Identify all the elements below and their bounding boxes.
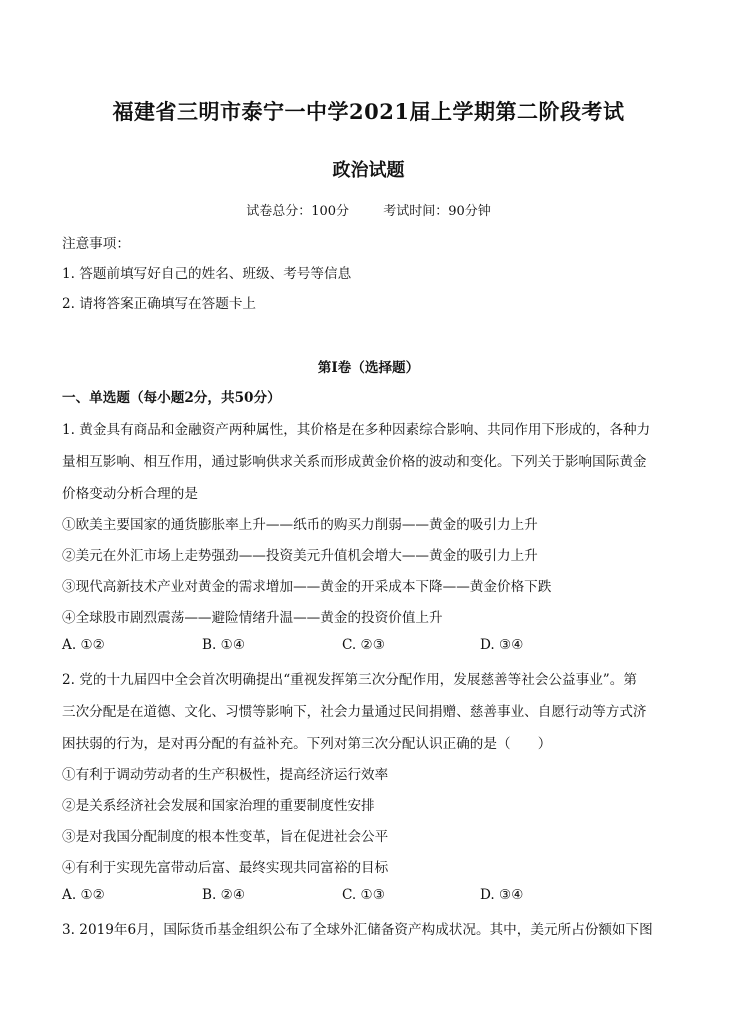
q2-statement-2: ②是关系经济社会发展和国家治理的重要制度性安排 <box>62 798 375 814</box>
note-item-2: 2. 请将答案正确填写在答题卡上 <box>62 296 257 312</box>
q1-statement-4: ④全球股市剧烈震荡——避险情绪升温——黄金的投资价值上升 <box>62 610 443 626</box>
q2-stem-line-2: 三次分配是在道德、文化、习惯等影响下，社会力量通过民间捐赠、慈善事业、自愿行动等方式济 <box>62 704 647 720</box>
q2-option-b: B. ②④ <box>202 887 246 903</box>
q2-statement-3: ③是对我国分配制度的根本性变革，旨在促进社会公平 <box>62 829 389 845</box>
q1-option-c: C. ②③ <box>342 637 385 653</box>
section-title: 第I卷（选择题） <box>317 360 420 376</box>
q1-statement-3: ③现代高新技术产业对黄金的需求增加——黄金的开采成本下降——黄金价格下跌 <box>62 579 552 595</box>
exam-title: 福建省三明市泰宁一中学2021届上学期第二阶段考试 <box>112 99 625 124</box>
notes-heading: 注意事项： <box>62 236 130 252</box>
q3-stem-line-1: 3. 2019年6月，国际货币基金组织公布了全球外汇储备资产构成状况。其中，美元所占份额如下图 <box>62 922 653 938</box>
q1-option-a: A. ①② <box>62 637 105 653</box>
q2-statement-4: ④有利于实现先富带动后富、最终实现共同富裕的目标 <box>62 860 389 876</box>
q2-option-d: D. ③④ <box>480 887 524 903</box>
exam-subtitle: 政治试题 <box>332 160 405 181</box>
q2-stem-line-1: 2. 党的十九届四中全会首次明确提出“重视发挥第三次分配作用，发展慈善等社会公益事业”。第 <box>62 672 637 688</box>
q2-stem-line-3: 困扶弱的行为，是对再分配的有益补充。下列对第三次分配认识正确的是（ ） <box>62 736 552 752</box>
exam-meta <box>0 200 737 219</box>
q1-stem-line-2: 量相互影响、相互作用，通过影响供求关系而形成黄金价格的波动和变化。下列关于影响国际黄金 <box>62 454 647 470</box>
q2-statement-1: ①有利于调动劳动者的生产积极性，提高经济运行效率 <box>62 767 389 783</box>
q1-statement-1: ①欧美主要国家的通货膨胀率上升——纸币的购买力削弱——黄金的吸引力上升 <box>62 517 538 533</box>
q1-option-d: D. ③④ <box>480 637 524 653</box>
exam-time: 考试时间：90分钟 <box>383 204 491 219</box>
q1-stem-line-3: 价格变动分析合理的是 <box>62 486 198 502</box>
total-score: 试卷总分：100分 <box>246 204 350 219</box>
q1-stem-line-1: 1. 黄金具有商品和金融资产两种属性，其价格是在多种因素综合影响、共同作用下形成的，各种力 <box>62 422 651 438</box>
q2-option-a: A. ①② <box>62 887 105 903</box>
note-item-1: 1. 答题前填写好自己的姓名、班级、考号等信息 <box>62 266 352 282</box>
q2-option-c: C. ①③ <box>342 887 385 903</box>
q1-option-b: B. ①④ <box>202 637 246 653</box>
q1-statement-2: ②美元在外汇市场上走势强劲——投资美元升值机会增大——黄金的吸引力上升 <box>62 548 538 564</box>
part-heading: 一、单选题（每小题2分，共50分） <box>62 390 281 406</box>
